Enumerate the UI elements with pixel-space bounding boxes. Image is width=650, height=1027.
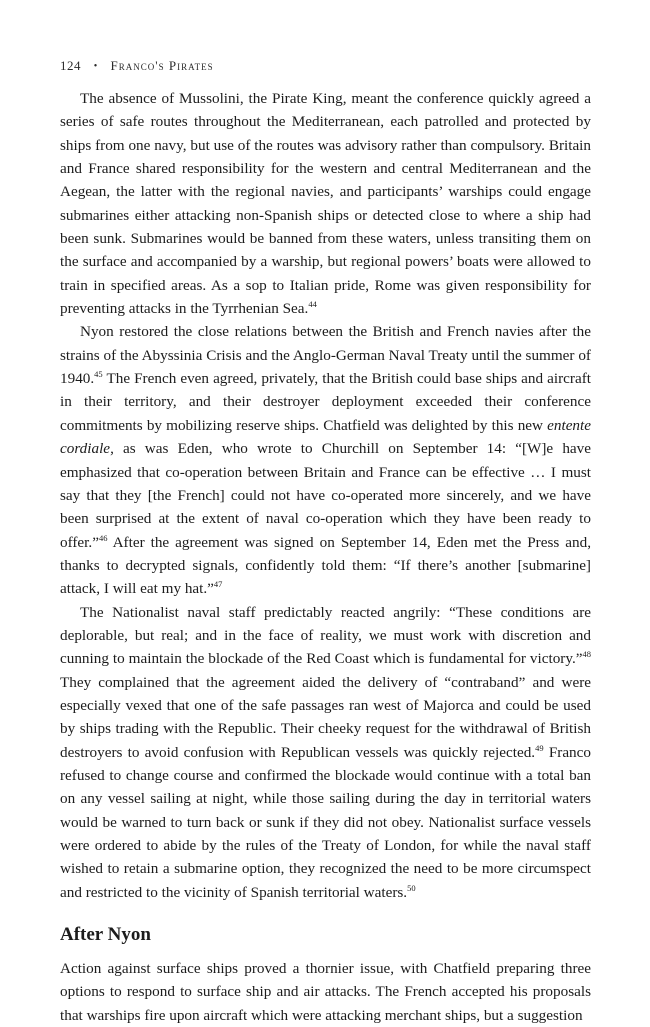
paragraph-1	[60, 87, 591, 320]
footnote-marker: 49	[535, 742, 544, 753]
page-number: 124	[60, 58, 81, 73]
section-heading: After Nyon	[60, 924, 151, 946]
running-head-title: Franco's Pirates	[110, 58, 214, 73]
footnote-marker: 47	[213, 579, 223, 590]
italic-phrase: entente cordiale	[60, 416, 591, 458]
paragraph-3	[60, 601, 591, 904]
running-head	[60, 58, 214, 74]
text-run: The French even agreed, privately, that the British could base ships and aircraft in their territory, and their destroyer deployment exceeded their conference commitments by mobilizing reserve ships. Chatfield was delighted by this new	[60, 370, 591, 434]
text-run: The Nationalist naval staff predictably reacted angrily: “These conditions are deplorable, but real; and in the face of reality, we must work with discretion and cunning to maintain the blockade of the Red Coast which is fundamental for victory.”	[60, 603, 591, 668]
footnote-marker: 45	[94, 369, 103, 380]
footnote-marker: 46	[98, 532, 108, 543]
footnote-marker: 44	[308, 299, 317, 310]
text-run: Franco refused to change course and confirmed the blockade would continue with a total ban on any vessel sailing at night, while those sailing during the day in territorial waters would be warned to turn back or sunk if they did not obey. Nationalist surface vessels were ordered to abide by the rules of the Treaty of London, for while the naval staff wished to retain a submarine option, they recognized the need to be more circumspect and restricted to the vicinity of Spanish territorial waters.	[60, 743, 591, 901]
text-run: After the agreement was signed on September 14, Eden met the Press and, thanks to decrypted signals, confidently told them: “If there’s another [submarine] attack, I will eat my hat.”	[60, 533, 591, 598]
text-run: Action against surface ships proved a thornier issue, with Chatfield preparing three options to respond to surface ship and air attacks. The French accepted his proposals that warships fire upon aircraft which were attacking merchant ships, but a suggestion	[60, 960, 591, 1024]
text-run: , as was Eden, who wrote to Churchill on September 14: “[W]e have emphasized that co-operation between Britain and France can be effective … I must say that they [the French] could not have co-operated more sincerely, and we have been surprised at the extent of naval co-operation which they have been ready to offer.”	[60, 440, 591, 551]
text-run: The absence of Mussolini, the Pirate King, meant the conference quickly agreed a series of safe routes throughout the Mediterranean, each patrolled and protected by ships from one navy, but use of the routes was advisory rather than compulsory. Britain and France shared responsibility for the western and central Mediterranean and the Aegean, the latter with the regional navies, and participants’ warships could engage submarines either attacking non-Spanish ships or detected close to where a ship had been sunk. Submarines would be banned from these waters, unless transiting them on the surface and accompanied by a warship, but regional powers’ boats were allowed to train in specified areas. As a sop to Italian pride, Rome was given responsibility for preventing attacks in the Tyrrhenian Sea.	[60, 90, 591, 318]
footnote-marker: 48	[582, 649, 591, 660]
text-run: They complained that the agreement aided the delivery of “contraband” and were especially vexed that one of the safe passages ran west of Majorca and could be used by ships trading with the Republic. Their cheeky request for the withdrawal of British destroyers to avoid confusion with Republican vessels was quickly rejected.	[60, 673, 591, 761]
text-run: Nyon restored the close relations between the British and French navies after the strains of the Abyssinia Crisis and the Anglo-German Naval Treaty until the summer of 1940.	[60, 323, 591, 388]
bullet-separator: •	[93, 61, 98, 72]
body-text	[60, 87, 591, 1027]
paragraph-2	[60, 320, 591, 600]
footnote-marker: 50	[407, 882, 416, 893]
section-paragraph-1	[60, 957, 591, 1027]
